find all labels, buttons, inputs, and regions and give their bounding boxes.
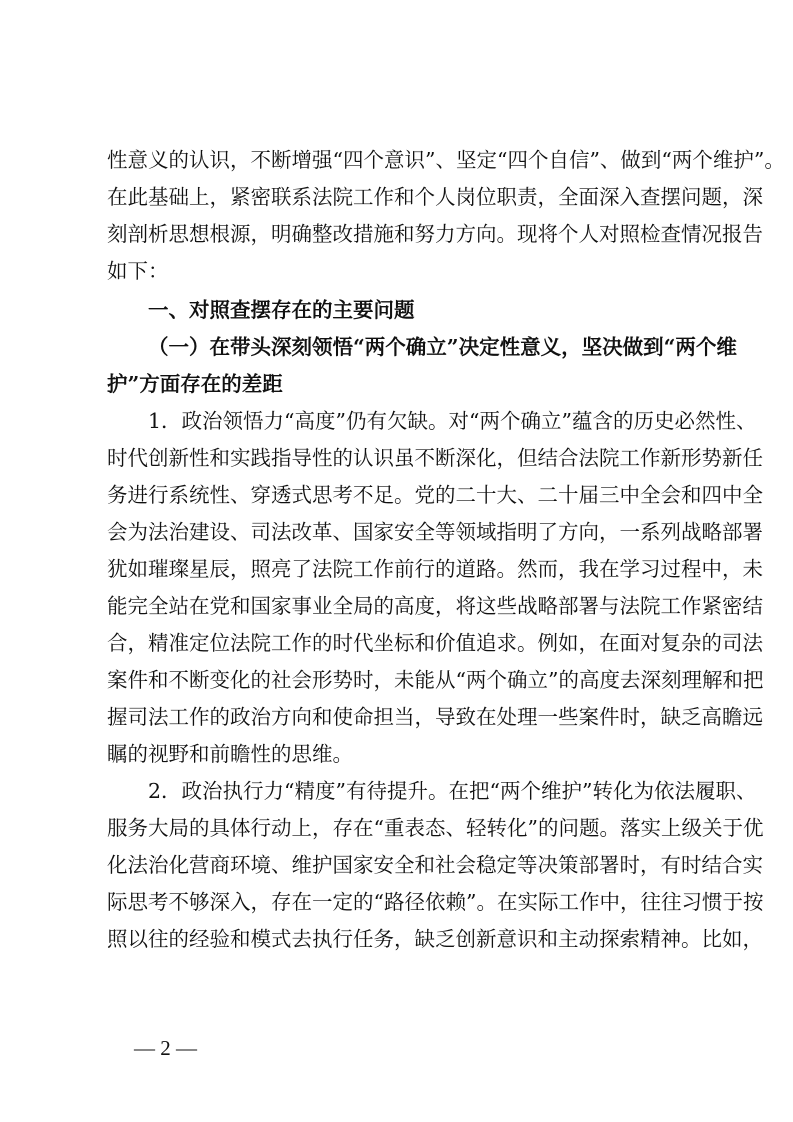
paragraph-line: 能完全站在党和国家事业全局的高度，将这些战略部署与法院工作紧密结 (107, 594, 763, 618)
paragraph-line: 际思考不够深入，存在一定的“路径依赖”。在实际工作中，往往习惯于按 (107, 890, 764, 914)
page-number: — 2 — (134, 1036, 197, 1060)
subsection-heading-line: （一）在带头深刻领悟“两个确立”决定性意义，坚决做到“两个维 (148, 335, 737, 359)
paragraph-line: 会为法治建设、司法改革、国家安全等领域指明了方向，一系列战略部署 (107, 520, 763, 544)
intro-line: 如下： (107, 259, 169, 283)
paragraph-line: 1．政治领悟力“高度”仍有欠缺。对“两个确立”蕴含的历史必然性、 (148, 409, 757, 433)
paragraph-line: 犹如璀璨星辰，照亮了法院工作前行的道路。然而，我在学习过程中，未 (107, 557, 763, 581)
paragraph-line: 务进行系统性、穿透式思考不足。党的二十大、二十届三中全会和四中全 (107, 483, 763, 507)
intro-line: 在此基础上，紧密联系法院工作和个人岗位职责，全面深入查摆问题，深 (107, 185, 763, 209)
paragraph-line: 2．政治执行力“精度”有待提升。在把“两个维护”转化为依法履职、 (148, 779, 757, 803)
paragraph-line: 照以往的经验和模式去执行任务，缺乏创新意识和主动探索精神。比如， (107, 927, 763, 951)
paragraph-line: 握司法工作的政治方向和使命担当，导致在处理一些案件时，缺乏高瞻远 (107, 705, 763, 729)
paragraph-line: 化法治化营商环境、维护国家安全和社会稳定等决策部署时，有时结合实 (107, 853, 763, 877)
intro-line: 刻剖析思想根源，明确整改措施和努力方向。现将个人对照检查情况报告 (107, 222, 763, 246)
paragraph-line: 案件和不断变化的社会形势时，未能从“两个确立”的高度去深刻理解和把 (107, 668, 764, 692)
paragraph-line: 时代创新性和实践指导性的认识虽不断深化，但结合法院工作新形势新任 (107, 446, 763, 470)
document-body (107, 142, 785, 958)
paragraph-line: 合，精准定位法院工作的时代坐标和价值追求。例如，在面对复杂的司法 (107, 631, 763, 655)
paragraph-line: 服务大局的具体行动上，存在“重表态、轻转化”的问题。落实上级关于优 (107, 816, 764, 840)
intro-line: 性意义的认识，不断增强“四个意识”、坚定“四个自信”、做到“两个维护”。 (107, 148, 785, 172)
section-heading: 一、对照查摆存在的主要问题 (148, 298, 415, 322)
paragraph-line: 瞩的视野和前瞻性的思维。 (107, 742, 353, 766)
subsection-heading-line: 护”方面存在的差距 (107, 372, 283, 396)
